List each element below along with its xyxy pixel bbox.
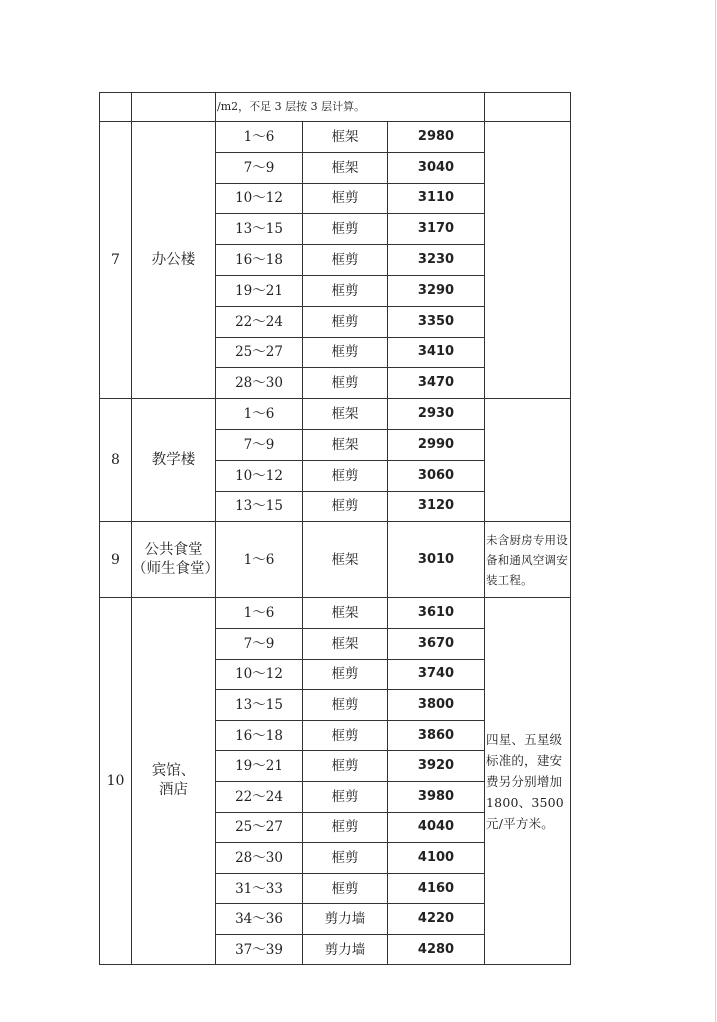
continuation-note-text: /m2，不足 3 层按 3 层计算。 bbox=[216, 93, 485, 122]
table-row bbox=[100, 522, 571, 598]
structure-type: 框剪 bbox=[303, 337, 388, 368]
floor-range: 13～15 bbox=[216, 214, 303, 245]
floor-range: 34～36 bbox=[216, 904, 303, 935]
unit-price: 3060 bbox=[388, 460, 485, 491]
floor-range: 1～6 bbox=[216, 122, 303, 153]
unit-price: 3110 bbox=[388, 183, 485, 214]
page-edge-line bbox=[715, 0, 716, 1022]
unit-price: 3610 bbox=[388, 598, 485, 629]
section-remark: 四星、五星级标准的，建安费另分别增加 1800、3500 元/平方米。 bbox=[485, 598, 571, 965]
building-category: 教学楼 bbox=[132, 399, 216, 522]
structure-type: 框剪 bbox=[303, 214, 388, 245]
floor-range: 22～24 bbox=[216, 306, 303, 337]
structure-type: 框架 bbox=[303, 122, 388, 153]
unit-price: 4040 bbox=[388, 812, 485, 843]
structure-type: 剪力墙 bbox=[303, 904, 388, 935]
structure-type: 框剪 bbox=[303, 781, 388, 812]
structure-type: 框剪 bbox=[303, 690, 388, 721]
table-row bbox=[100, 122, 571, 153]
structure-type: 框剪 bbox=[303, 843, 388, 874]
floor-range: 1～6 bbox=[216, 598, 303, 629]
unit-price: 3860 bbox=[388, 720, 485, 751]
floor-range: 25～27 bbox=[216, 812, 303, 843]
floor-range: 37～39 bbox=[216, 934, 303, 965]
unit-price: 3230 bbox=[388, 245, 485, 276]
structure-type: 框架 bbox=[303, 399, 388, 430]
unit-price: 4100 bbox=[388, 843, 485, 874]
section-index: 7 bbox=[100, 122, 132, 399]
structure-type: 框剪 bbox=[303, 183, 388, 214]
structure-type: 框架 bbox=[303, 522, 388, 598]
unit-price: 4280 bbox=[388, 934, 485, 965]
continuation-row bbox=[100, 93, 571, 122]
floor-range: 10～12 bbox=[216, 460, 303, 491]
structure-type: 框剪 bbox=[303, 751, 388, 782]
floor-range: 16～18 bbox=[216, 245, 303, 276]
floor-range: 22～24 bbox=[216, 781, 303, 812]
structure-type: 框剪 bbox=[303, 659, 388, 690]
unit-price: 3350 bbox=[388, 306, 485, 337]
structure-type: 框剪 bbox=[303, 720, 388, 751]
unit-price: 3170 bbox=[388, 214, 485, 245]
unit-price: 4220 bbox=[388, 904, 485, 935]
section-remark: 未含厨房专用设备和通风空调安装工程。 bbox=[485, 522, 571, 598]
unit-price: 3920 bbox=[388, 751, 485, 782]
structure-type: 框剪 bbox=[303, 460, 388, 491]
floor-range: 13～15 bbox=[216, 491, 303, 522]
structure-type: 框架 bbox=[303, 429, 388, 460]
floor-range: 7～9 bbox=[216, 628, 303, 659]
floor-range: 7～9 bbox=[216, 152, 303, 183]
unit-price: 3800 bbox=[388, 690, 485, 721]
floor-range: 1～6 bbox=[216, 399, 303, 430]
construction-cost-table bbox=[99, 92, 571, 965]
section-index: 10 bbox=[100, 598, 132, 965]
floor-range: 19～21 bbox=[216, 751, 303, 782]
floor-range: 25～27 bbox=[216, 337, 303, 368]
structure-type: 框架 bbox=[303, 152, 388, 183]
section-remark bbox=[485, 399, 571, 522]
continuation-remark-cell bbox=[485, 93, 571, 122]
unit-price: 3980 bbox=[388, 781, 485, 812]
unit-price: 3740 bbox=[388, 659, 485, 690]
floor-range: 10～12 bbox=[216, 659, 303, 690]
unit-price: 2980 bbox=[388, 122, 485, 153]
table-row bbox=[100, 598, 571, 629]
unit-price: 2930 bbox=[388, 399, 485, 430]
section-remark bbox=[485, 122, 571, 399]
floor-range: 13～15 bbox=[216, 690, 303, 721]
structure-type: 框剪 bbox=[303, 812, 388, 843]
continuation-category-cell bbox=[132, 93, 216, 122]
unit-price: 3120 bbox=[388, 491, 485, 522]
unit-price: 3290 bbox=[388, 275, 485, 306]
floor-range: 28～30 bbox=[216, 368, 303, 399]
table-body bbox=[100, 93, 571, 965]
unit-price: 4160 bbox=[388, 873, 485, 904]
unit-price: 2990 bbox=[388, 429, 485, 460]
floor-range: 7～9 bbox=[216, 429, 303, 460]
floor-range: 10～12 bbox=[216, 183, 303, 214]
unit-price: 3470 bbox=[388, 368, 485, 399]
structure-type: 框剪 bbox=[303, 368, 388, 399]
floor-range: 28～30 bbox=[216, 843, 303, 874]
structure-type: 框架 bbox=[303, 628, 388, 659]
section-index: 9 bbox=[100, 522, 132, 598]
structure-type: 框剪 bbox=[303, 275, 388, 306]
unit-price: 3010 bbox=[388, 522, 485, 598]
continuation-index-cell bbox=[100, 93, 132, 122]
structure-type: 框剪 bbox=[303, 245, 388, 276]
building-category: 宾馆、 酒店 bbox=[132, 598, 216, 965]
floor-range: 19～21 bbox=[216, 275, 303, 306]
unit-price: 3040 bbox=[388, 152, 485, 183]
structure-type: 框剪 bbox=[303, 491, 388, 522]
floor-range: 1～6 bbox=[216, 522, 303, 598]
section-index: 8 bbox=[100, 399, 132, 522]
structure-type: 框剪 bbox=[303, 306, 388, 337]
building-category: 办公楼 bbox=[132, 122, 216, 399]
floor-range: 31～33 bbox=[216, 873, 303, 904]
building-category: 公共食堂 （师生食堂） bbox=[132, 522, 216, 598]
unit-price: 3410 bbox=[388, 337, 485, 368]
structure-type: 框架 bbox=[303, 598, 388, 629]
structure-type: 剪力墙 bbox=[303, 934, 388, 965]
structure-type: 框剪 bbox=[303, 873, 388, 904]
unit-price: 3670 bbox=[388, 628, 485, 659]
floor-range: 16～18 bbox=[216, 720, 303, 751]
table-row bbox=[100, 399, 571, 430]
